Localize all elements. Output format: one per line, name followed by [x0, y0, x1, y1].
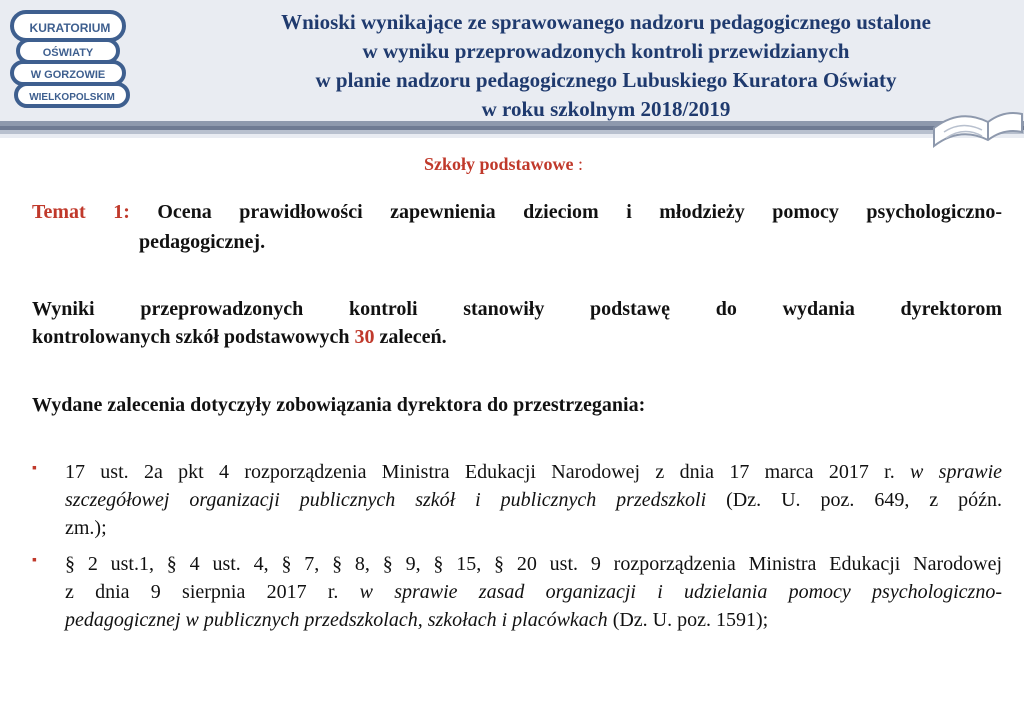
bullet-1-italic-2: szczegółowej organizacji publicznych szkół i publicznych przedszkoli [65, 489, 707, 511]
bullet-2-italic: w sprawie zasad organizacji i udzielania pomocy psychologiczno- [359, 581, 1003, 603]
title-line: w roku szkolnym 2018/2019 [481, 97, 731, 121]
results-text: kontrolowanych szkół podstawowych [32, 326, 355, 348]
recommendations-count: 30 [354, 326, 375, 348]
results-line-1: Wyniki przeprowadzonych kontroli stanowiły podstawę do wydania dyrektorom [32, 298, 1002, 320]
topic-line-2: pedagogicznej. [139, 231, 266, 253]
bullet-2-ref: (Dz. U. poz. 1591); [607, 609, 769, 631]
bullet-1-ref: (Dz. U. poz. 649, z późn. [706, 489, 1003, 511]
header-stripe [0, 130, 1024, 134]
section-subtitle [424, 154, 583, 175]
bullet-1-line-2 [65, 487, 1002, 514]
subtitle-colon: : [573, 154, 584, 174]
bullet-2-italic-2: pedagogicznej w publicznych przedszkolach, szkołach i placówkach [65, 609, 608, 631]
bullet-marker: ▪ [32, 461, 37, 476]
bullet-1-line-3: zm.); [65, 517, 107, 539]
results-text-end: zaleceń. [374, 326, 447, 348]
bullet-2-text: z dnia 9 sierpnia 2017 r. [65, 581, 360, 603]
logo-text-1: KURATORIUM [29, 21, 111, 35]
logo-text-2: OŚWIATY [42, 47, 94, 59]
title-line: w wyniku przeprowadzonych kontroli przewidzianych [362, 39, 850, 63]
title-line: w planie nadzoru pedagogicznego Lubuskiego Kuratora Oświaty [315, 68, 897, 92]
kuratorium-logo [8, 4, 138, 116]
subtitle-text: Szkoły podstawowe [424, 154, 574, 174]
bullet-1-italic: w sprawie [894, 461, 1003, 483]
results-line-2 [32, 324, 1002, 351]
issued-heading: Wydane zalecenia dotyczyły zobowiązania dyrektora do przestrzegania: [32, 394, 646, 416]
bullet-2-line-1: § 2 ust.1, § 4 ust. 4, § 7, § 8, § 9, § 15, § 20 ust. 9 rozporządzenia Ministra Edukacji Narodowej [65, 553, 1002, 575]
bullet-marker: ▪ [32, 553, 37, 568]
topic-line-1 [32, 199, 1002, 226]
bullet-1-line-1 [65, 459, 1002, 486]
title-line: Wnioski wynikające ze sprawowanego nadzoru pedagogicznego ustalone [281, 10, 931, 34]
logo-text-4: WIELKOPOLSKIM [29, 92, 115, 103]
logo-text-3: W GORZOWIE [30, 69, 106, 81]
bullet-2-line-2 [65, 579, 1002, 606]
bullet-2-line-3 [65, 607, 1002, 634]
topic-text-1: Ocena prawidłowości zapewnienia dzieciom i młodzieży pomocy psychologiczno- [157, 201, 1002, 223]
bullet-1-text: 17 ust. 2a pkt 4 rozporządzenia Ministra Edukacji Narodowej z dnia 17 marca 2017 r. [65, 461, 895, 483]
topic-label: Temat 1: [32, 201, 130, 223]
page-title [200, 8, 1012, 124]
